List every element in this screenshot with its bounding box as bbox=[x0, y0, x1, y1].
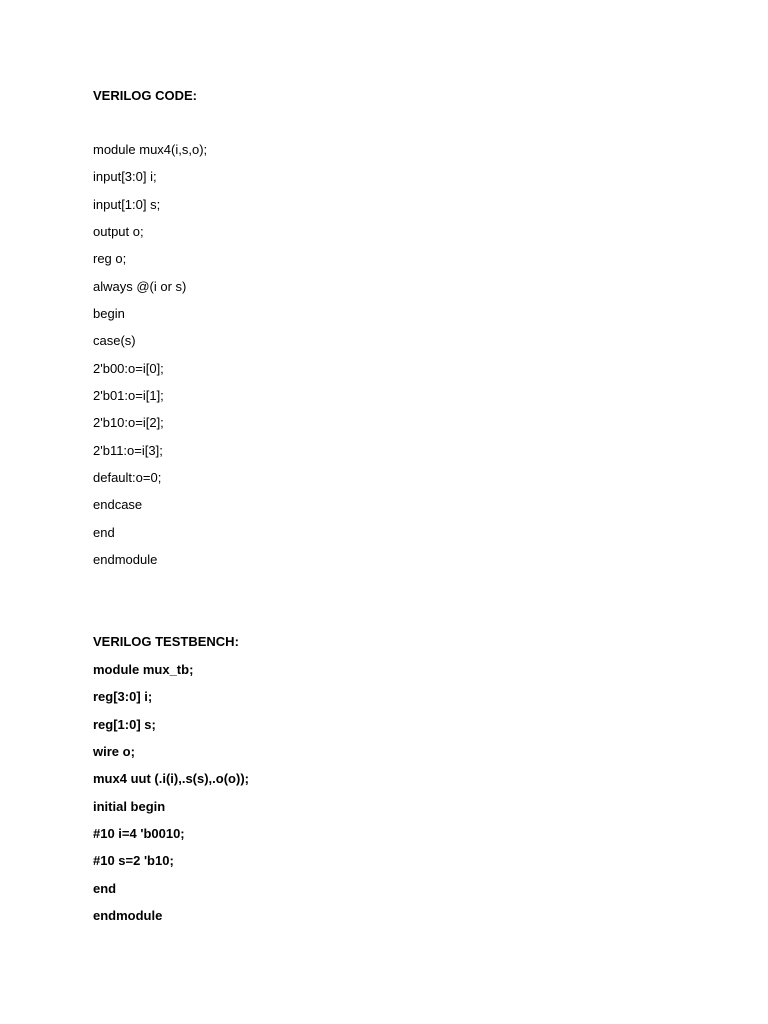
testbench-line: reg[3:0] i; bbox=[93, 689, 153, 704]
code-line: always @(i or s) bbox=[93, 279, 187, 294]
code-line: end bbox=[93, 525, 115, 540]
code-line: 2'b00:o=i[0]; bbox=[93, 361, 164, 376]
verilog-testbench-heading: VERILOG TESTBENCH: bbox=[93, 634, 239, 649]
code-line: 2'b11:o=i[3]; bbox=[93, 443, 163, 458]
code-line: output o; bbox=[93, 224, 144, 239]
testbench-line: #10 s=2 'b10; bbox=[93, 853, 174, 868]
testbench-line: reg[1:0] s; bbox=[93, 717, 156, 732]
code-line: endmodule bbox=[93, 552, 158, 567]
code-line: default:o=0; bbox=[93, 470, 162, 485]
code-line: input[3:0] i; bbox=[93, 169, 157, 184]
code-line: 2'b10:o=i[2]; bbox=[93, 415, 164, 430]
code-line: begin bbox=[93, 306, 125, 321]
testbench-line: end bbox=[93, 881, 117, 896]
code-line: reg o; bbox=[93, 251, 127, 266]
testbench-line: wire o; bbox=[93, 744, 135, 759]
code-line: endcase bbox=[93, 497, 143, 512]
testbench-line: #10 i=4 'b0010; bbox=[93, 826, 185, 841]
testbench-line: endmodule bbox=[93, 908, 163, 923]
testbench-line: module mux_tb; bbox=[93, 662, 194, 677]
testbench-line: initial begin bbox=[93, 799, 166, 814]
code-line: input[1:0] s; bbox=[93, 197, 161, 212]
testbench-line: mux4 uut (.i(i),.s(s),.o(o)); bbox=[93, 771, 249, 786]
code-line: 2'b01:o=i[1]; bbox=[93, 388, 164, 403]
code-line: module mux4(i,s,o); bbox=[93, 142, 208, 157]
verilog-code-heading: VERILOG CODE: bbox=[93, 88, 198, 103]
code-line: case(s) bbox=[93, 333, 136, 348]
